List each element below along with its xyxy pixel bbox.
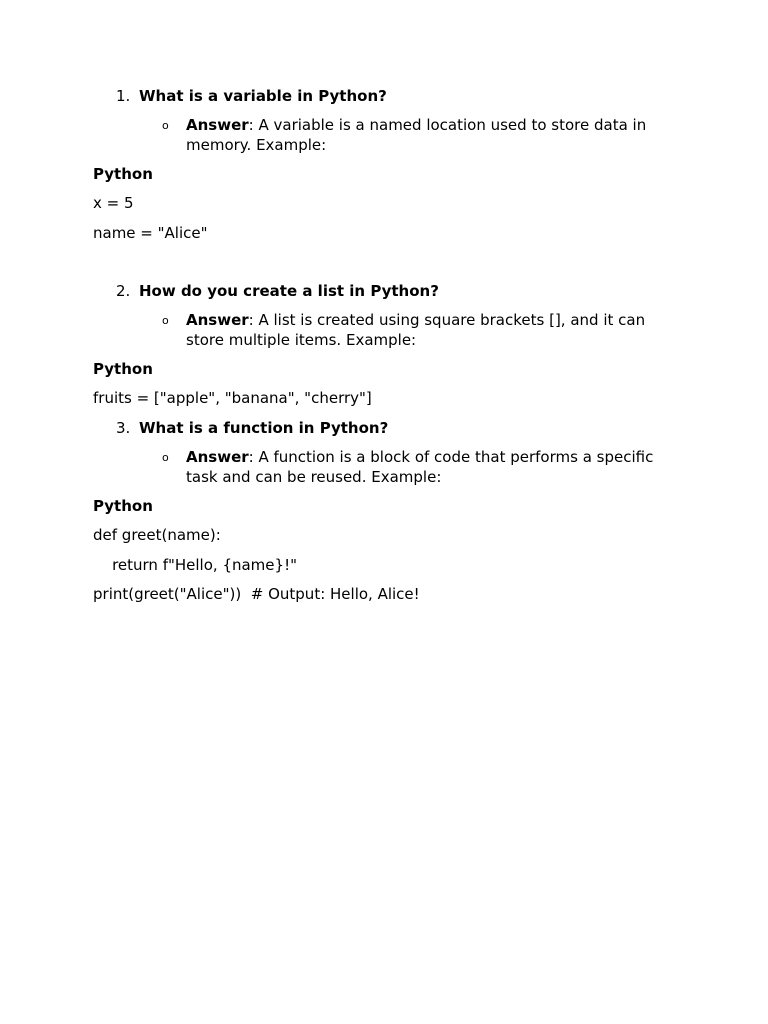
code-line: x = 5 [93,194,134,212]
code-line: fruits = ["apple", "banana", "cherry"] [93,389,372,407]
question-number: 3. [116,419,131,437]
answer-text: : A variable is a named location used to store data in memory. Example: [186,116,647,154]
answer-paragraph [186,310,686,350]
code-line: def greet(name): [93,526,221,544]
answer-paragraph [186,115,686,155]
code-language-label: Python [93,497,153,515]
answer-paragraph [186,447,686,487]
answer-label: Answer [186,116,249,134]
code-line: print(greet("Alice")) # Output: Hello, Alice! [93,585,420,603]
question-number: 2. [116,282,131,300]
question-text: What is a function in Python? [139,419,389,437]
code-language-label: Python [93,165,153,183]
code-language-label: Python [93,360,153,378]
code-line: return f"Hello, {name}!" [93,556,297,574]
answer-text: : A list is created using square brackets [], and it can store multiple items. Example: [186,311,646,349]
answer-label: Answer [186,311,249,329]
answer-label: Answer [186,448,249,466]
bullet-marker: o [162,451,169,464]
question-text: What is a variable in Python? [139,87,387,105]
question-number: 1. [116,87,131,105]
question-text: How do you create a list in Python? [139,282,439,300]
code-line: name = "Alice" [93,224,208,242]
bullet-marker: o [162,119,169,132]
answer-text: : A function is a block of code that performs a specific task and can be reused. Example: [186,448,654,486]
bullet-marker: o [162,314,169,327]
